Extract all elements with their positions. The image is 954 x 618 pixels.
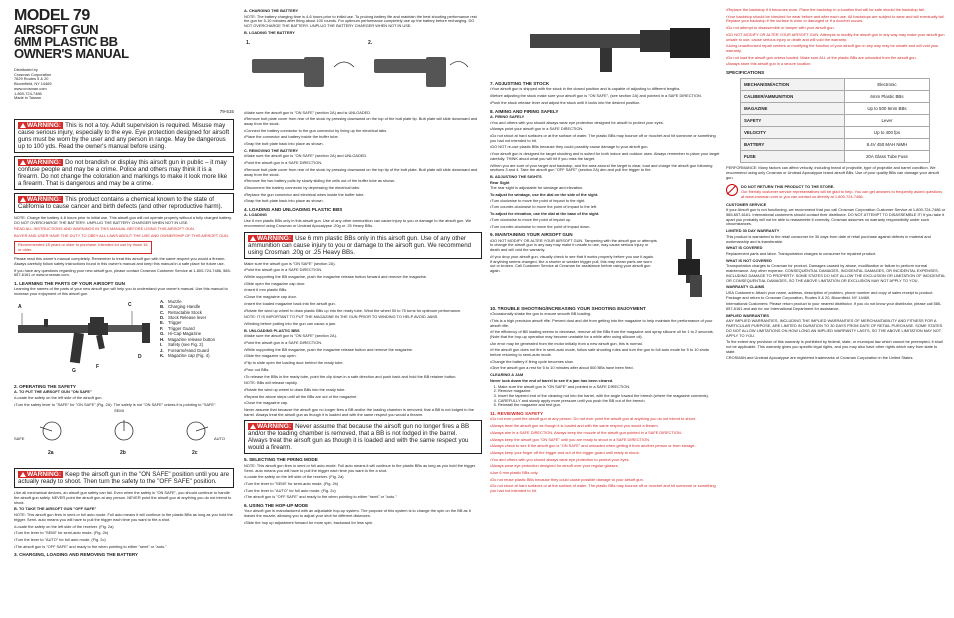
- list-item: •Winding before putting into the gun can cause a jam.: [244, 320, 337, 326]
- intro-paragraph: Please read this owner's manual completely. Remember to treat this airsoft gun with the same respect you would a firearm. Always carefully follow safety instructions found in this owner's manual and keep this manual in a safe place for future use.: [14, 256, 226, 266]
- warning-triangle-icon: [20, 123, 26, 128]
- warning-box-3: WARNING: This product contains a chemical known to the state of California to cause cancer and birth defects (and other reproductive harm).: [14, 193, 234, 213]
- part-item: C. Retractable Stock: [160, 309, 202, 315]
- warning-triangle-icon: [20, 472, 26, 477]
- document-number: 79-515: [219, 109, 234, 114]
- table-row: CALIBER/AMMUNITION 6mm Plastic BBs: [741, 91, 930, 103]
- parts-diagram: A C D G F A. Muzzle B. Charging Handle C. Retractable Stock D. Stock Release lever E. Trigger F. Trigger Guard G. Hi-Cap Magazine H. Magazine release button I. Safety (see Fig. 2) J. Forearm/Hand Guard K. Magazine cap (Fig. 4): [14, 299, 234, 381]
- warning-triangle-icon: [20, 160, 26, 165]
- list-item: •Do not shoot at hard surfaces or at the surface of water. The plastic BBs may bounce off or ricochet and hit someone or something you had not intended to hit.: [490, 483, 716, 494]
- list-item: •Remove butt plate cover from rear of the stock by pressing downward on the top tip of the butt plate. Butt plate will slide downward and away from the stock.: [244, 166, 478, 177]
- list-item: •DO NOT MODIFY OR ALTER YOUR AIRSOFT GUN. Attempts to modify the airsoft gun in any way may make your airsoft gun unsafe to use, cause serious injury or death and will void the warranty.: [726, 31, 945, 42]
- list-item: •You and others with you should always wear eye protection designed for airsoft to protect your eyes.: [490, 119, 664, 125]
- specifications-table: [740, 78, 930, 163]
- list-item: 3. Insert the tapered end of the cleaning rod into the barrel, with the angle toward the breech (where the magazine connects).: [498, 394, 720, 399]
- rifle-vertical-photo-icon: [660, 239, 720, 303]
- list-item: •Your airsoft gun is designed for target shooting and is suited for both indoor and outdoor uses. Always remember to place your target carefully. THINK about what you will hit if you miss the target.: [490, 151, 720, 161]
- list-item: •While supporting the BB magazine, push the magazine release button forward and remove the magazine.: [244, 273, 428, 279]
- list-item: 2. Remove magazine.: [498, 389, 720, 394]
- firing-safely-steps: [490, 121, 720, 173]
- list-item: •Always aim in a SAFE DIRECTION. Always keep the muzzle of the airsoft gun pointed in a SAFE DIRECTION.: [490, 429, 682, 435]
- part-item: G. Hi-Cap Magazine: [160, 331, 202, 337]
- list-item: •Close the magazine cap.: [244, 400, 289, 406]
- safety-continued: [726, 8, 946, 67]
- clearing-jam-steps: [490, 385, 720, 409]
- list-item: •Turn counter-clockwise to move the point of impact down.: [490, 223, 591, 229]
- warning-box-6: WARNING: Never assume that because the airsoft gun no longer fires a BB and/or the loading chamber is removed, that a BB is not lodged in the barrel. Always treat the airsoft gun as though it is loaded and with the same respect you would a firearm.: [244, 420, 482, 454]
- list-item: •While supporting the BB magazine, push the magazine release button and remove the magazine.: [244, 346, 413, 352]
- list-item: •Before adjusting the stock make sure your airsoft gun is "ON SAFE", (see section 2A) and pointed in a SAFE DIRECTION.: [490, 93, 702, 99]
- obey-laws-note: BUYER AND USER HAVE THE DUTY TO OBEY ALL LAWS ABOUT THE USE AND OWNERSHIP OF THIS AIRSOFT GUN.: [14, 233, 229, 239]
- list-item: •Always store this airsoft gun in a secure location.: [726, 61, 812, 67]
- list-item: •Always keep the airsoft gun "ON SAFE" until you are ready to shoot in a SAFE DIRECTION.: [490, 436, 651, 442]
- list-item: •Remove butt plate cover from rear of the stock by pressing downward on the top of the butt plate tip. Butt plate will slide downward and away from the stock.: [244, 116, 478, 126]
- column-4: •Replace the backstop if it becomes worn. Place the backstop in a location that will be safe should the backstop fail. •Your backstop should be checked for wear before and after each use. All backstops are subject to wear and will eventually fail. Replace your backstop if the surface is worn or damaged or if a ricochet occurs. •Do not attempt to disassemble or tamper with your airsoft gun. •DO NOT MODIFY OR ALTER YOUR AIRSOFT GUN. Attempts to modify the airsoft gun in any way may make your airsoft gun unsafe to use, cause serious injury or death and will void the warranty. •Using unauthorized repair centers or modifying the function of your airsoft gun in any way may be unsafe and will void your warranty. •Do not load the airsoft gun unless loaded. Make sure ALL of the plastic BBs are unloaded from the airsoft gun. •Always store this airsoft gun in a secure location. SPECIFICATIONS MECHANISM/ACTION Electronic CALIBER/AMMUNITION 6mm Plastic BBs MAGAZINE Up to 500 6mm BBs SAFETY Lever VELOCITY Up to 400 fps BATTERY 8.4V 450 MAH NiMH FUSE 20A Glass Tube Fuse PERFORMANCE: Many factors can affect velocity, including brand of projectile, type of projectile and barrel condition. We recommend using only Crosman or Undead Apocalypse brand airsoft BBs. Use of poor quality BBs can damage your airsoft gun. DO NOT RETURN THIS PRODUCT TO THE STORE. Our friendly customer service representatives will be glad to help. You can get answers to frequently asked questions at www.crosman.com or you can contact us directly at 1-800-724-7486. CUSTOMER SERVICE If your Airsoft gun is not functioning, we recommend that you call Crosman Corporation Customer Service at 1-800-724-7486 or 585-657-6161. International customers should contact their distributor. DO NOT ATTEMPT TO DISASSEMBLE IT! If you take it apart you probably will not be able to reassemble it correctly. Crosman assumes no warranty responsibility under such circumstances. LIMITED 30 DAY WARRANTY This product is warranted to the retail consumer for 30 days from date of retail purchase against defects in material and workmanship and is transferable. WHAT IS COVERED Replacement parts and labor. Transportation charges to consumer for repaired product. WHAT IS NOT COVERED Transportation charges to Crosman for product. Damages caused by abuse, modification or failure to perform normal maintenance. Any other expense. CONSEQUENTIAL DAMAGES, INCIDENTAL DAMAGES, OR INCIDENTAL EXPENSES, INCLUDING DAMAGE TO PROPERTY. SOME STATES DO NOT ALLOW THE EXCLUSION OR LIMITATION OF INCIDENTAL OR CONSEQUENTIAL DAMAGES, SO THE ABOVE LIMITATION OR EXCLUSION MAY NOT APPLY TO YOU. WARRANTY CLAIMS USA Customers: Attach your name, address, description of problem, phone number and copy of sales receipt to product. Package and return to Crosman Corporation, Routes 5 & 20, Bloomfield, NY 14469. International Customers: Please return product to your nearest distributor. If you do not know your distributor, please call 585-657-6161 and ask for our International Department for assistance. IMPLIED WARRANTIES ANY IMPLIED WARRANTIES, INCLUDING THE IMPLIED WARRANTIES OF MERCHANTABILITY AND FITNESS FOR A PARTICULAR PURPOSE, ARE LIMITED IN DURATION TO 30 DAYS FROM DATE OF RETAIL PURCHASE. SOME STATES DO NOT ALLOW LIMITATIONS ON HOW LONG AN IMPLIED WARRANTY LASTS, SO THE ABOVE LIMITATION MAY NOT APPLY TO YOU. To the extent any provision of this warranty is prohibited by federal, state, or municipal law which cannot be preempted, it shall not be applicable. This warranty gives you specific legal rights, and you may also have other rights which vary from state to state. CROSMAN and Undead Apocalypse are registered trademarks of Crosman Corporation in the United States.: [726, 7, 946, 361]
- column-1: MODEL 79 AIRSOFT GUN 6MM PLASTIC BB OWNER'S MANUAL Distributed by Crosman Corporation 7629 Routes 5 & 20 Bloomfield, NY 14469 www.crosman.com 1-800-724-7486 Made in Taiwan 79-515 WARNING: This is not a toy. Adult supervision is required. Misuse may cause serious injury, especially to the eye. Eye protection designed for airsoft guns must be worn by the user and any person in range. May be dangerous up to 100 yds. Read the owner's manual before using. WARNING: Do not brandish or display this airsoft gun in public – it may confuse people and may be a crime. Police and others may think it is a firearm. Do not change the coloration and markings to make it look more like a firearm. That is dangerous and may be a crime. WARNING: This product contains a chemical known to the state of California to cause cancer and birth defects (and other reproductive harm). NOTE: Charge the battery 4-6 hours prior to initial use. This airsoft gun will not operate properly without a fully charged battery. DO NOT OVERCHARGE THE BATTERY. UNPLUG THE BATTERY CHARGER WHEN NOT IN USE. READ ALL INSTRUCTIONS AND WARNINGS IN THIS MANUAL BEFORE USING THIS AIRSOFT GUN. BUYER AND USER HAVE THE DUTY TO OBEY ALL LAWS ABOUT THE USE AND OWNERSHIP OF THIS AIRSOFT GUN. Recommended 18 years or older to purchase. Intended for use by those 16 or older. Please read this owner's manual completely. Remember to treat this airsoft gun with the same respect you would a firearm. Always carefully follow safety instructions found in this owner's manual and keep this manual in a safe place for future use. If you have any questions regarding your new airsoft gun, please contact Crosman Customer Service at 1-800-724-7486, 585-657-6161 or www.crosman.com. 1. LEARNING THE PARTS OF YOUR AIRSOFT GUN Learning the names of the parts of your new airsoft gun will help you to understand your owner's manual. Use this manual to increase your enjoyment of this airsoft gun. A C D G F A. Muzzle B. Charging Handle C. Retractable Stock D. Stock Release lever E. Trigger F. Trigger Guard G. Hi-Cap Magazine H. Magazine release button I. Safety (see Fig. 2) J. Forearm/Hand Guard K. Magazine cap (Fig. 4) 2. OPERATING THE SAFETY A. TO PUT THE AIRSOFT GUN "ON SAFE" •Locate the safety on the left side of the airsoft gun. •Turn the safety lever to "SAFE" for "ON SAFE" (Fig. 2A). The safety is not "ON SAFE" unless it is pointing to "SAFE". SAFE SEMI AUTO 2a 2b 2c WARNING: Keep the airsoft gun in the "ON SAFE" position until you are actually ready to shoot. Then turn the safety to the "OFF SAFE" position. Like all mechanical devices, an airsoft gun safety can fail. Even when the safety is "ON SAFE", you should continue to handle the airsoft gun safely. NEVER point the airsoft gun at any person. NEVER point the airsoft gun at anything you do not intend to shoot. B. TO TAKE THE AIRSOFT GUN "OFF SAFE" NOTE: This airsoft gun fires in semi or full auto mode. Full auto means it will continue to fire plastic BBs as long as you hold the trigger. Semi- auto means you will have to pull the trigger each time you want to fire a shot. •Locate the safety on the left side of the receiver. (Fig. 2a) •Turn the lever to "SEMI" for semi-auto mode. (Fig. 2b) •Turn the lever to "AUTO" for full auto mode. (Fig. 2c) •The airsoft gun is "OFF SAFE" and ready to fire when pointing to either "semi" or "auto." 3. CHARGING, LOADING AND REMOVING THE BATTERY: [14, 7, 234, 558]
- model-title: MODEL 79: [14, 7, 90, 24]
- stock-figure: [490, 8, 720, 78]
- column-2: A. CHARGING THE BATTERY NOTE: The battery charging time is 4-6 hours prior to initial use. To prolong battery life and maintain the best shooting performance rest the gun for 5-10 minutes after firing about 100 rounds. For optimum performance completely use up the battery before recharging. DO NOT OVERCHARGE THE BATTERY. UNPLUG THE BATTERY CHARGER WHEN NOT IN USE. B. LOADING THE BATTERY 1. 2. •Make sure the airsoft gun is "ON SAFE" (section 2A) and is UNLOADED. •Remove butt plate cover from rear of the stock by pressing downward on the top of the butt plate tip. Butt plate will slide downward and away from the stock. •Connect the battery connector to the gun connector by lining up the electrical tabs. •Place the connector and battery inside the buffer tube. •Snap the butt plate back into place as shown. C. REMOVING THE BATTERY •Make sure the airsoft gun is "ON SAFE" (section 2A) and UNLOADED. •Point the airsoft gun in a SAFE DIRECTION. •Remove butt plate cover from rear of the stock by pressing downward on the top tip of the butt plate. Butt plate will slide downward and away from the stock. •Remove the two battery pulls by slowly sliding the cells out of the buffer tube as shown. •Disconnect the battery connector by depressing the electrical tabs. •Replace the gun connector and electrical wires inside the buffer tube. •Snap the butt plate back into place as shown. 4. LOADING AND UNLOADING PLASTIC BBS A. LOADING Use 6 mm plastic BBs only in this airsoft gun. Use of any other ammunition can cause injury to you or damage to the airsoft gun. We recommend using Crosman or Undead Apocalypse .20g or .25 Heavy BBs. WARNING: Use 6 mm plastic BBs only in this airsoft gun. Use of any other ammunition can cause injury to you or damage to the airsoft gun. We recommend using Crosman .20g or .25 Heavy BBs. Make sure the airsoft gun is "ON SAFE" (section 2A). •Point the airsoft gun in a SAFE DIRECTION. •While supporting the BB magazine, push the magazine release button forward and remove the magazine. •Slide open the magazine cap door. •Insert 6 mm plastic BBs. •Close the magazine cap door. •Insert the loaded magazine back into the airsoft gun. •Rotate the wind up wheel to draw plastic BBs up into the ready tube. Wind the wheel 50 to 75 turns for optimum performance. NOTE: IT IS IMPORTANT TO PUT THE MAGAZINE IN THE GUN PRIOR TO WINDING TO HELP AVOID JAMS. •Winding before putting into the gun can cause a jam. B. UNLOADING PLASTIC BBS •Make sure the airsoft gun is "ON SAFE" (section 2A). •Point the airsoft gun in a SAFE DIRECTION. •While supporting the BB magazine, push the magazine release button and remove the magazine. •Slide the magazine cap open. •Flip to slide open the loading door behind the ready tube. •Pour out BBs. •To release the BBs in the ready tube, point the clip down in a safe direction and push back and hold the BB retainer button. NOTE: BBs will release rapidly. •Rotate the wind up wheel to draw BBs into the ready tube. •Repeat the above steps until all the BBs are out of the magazine. •Close the magazine cap. Never assume that because the airsoft gun no longer fires a BB and/or the loading chamber is removed, that a BB is not lodged in the barrel. Always treat the airsoft gun as though it is loaded and with the same respect you would a firearm. WARNING: Never assume that because the airsoft gun no longer fires a BB and/or the loading chamber is removed, that a BB is not lodged in the barrel. Always treat the airsoft gun as though it is loaded and with the same respect you would a firearm. 5. SELECTING THE FIRING MODE NOTE: This airsoft gun fires in semi or full auto-mode. Full auto means it will continue to fire plastic BBs as long as you hold the trigger. Semi- auto means you will have to pull the trigger each time you want to fire a shot. •Locate the safety on the left side of the receiver. (Fig. 2a) •Turn the lever to "SEMI" for semi-auto mode. (Fig. 2b) •Turn the lever to "AUTO" for full auto mode. (Fig. 2c) •The airsoft gun is "OFF SAFE" and ready to fire when pointing to either "semi" or "auto." 6. USING THE HOP-UP MODE Your airsoft gun is manufactured with an adjustable hop-up system. The purpose of this system is to change the spin on the BB as it leaves the muzzle, allowing you to adjust your shot for different distances. •Slide the hop up adjustment forward for more spin, backward for less spin.: [244, 8, 482, 528]
- safety-figures: SAFE SEMI AUTO 2a 2b 2c: [14, 409, 234, 465]
- list-item: •You and others with you should always wear eye protection to protect your eyes.: [490, 456, 630, 462]
- section-1-heading: 1. LEARNING THE PARTS OF YOUR AIRSOFT GUN: [14, 281, 125, 287]
- part-item: A. Muzzle: [160, 298, 182, 304]
- list-item: •This is a high precision airsoft rifle. Prevent dust and dirt from getting into the magazine to help maintain the performance of your airsoft rifle.: [490, 317, 713, 328]
- list-item: •Slide the magazine cap open.: [244, 353, 297, 359]
- list-item: •If you drop your airsoft gun, visually check to see that it works properly before you use it again. If anything seems changed, like a shorter or weaker trigger pull, this may mean parts are worn out or broken. Call Customer Service at Crosman for assistance before using your airsoft gun again.: [490, 253, 654, 273]
- list-item: •Point the airsoft gun in a SAFE DIRECTION.: [244, 340, 323, 346]
- no-return-notice: DO NOT RETURN THIS PRODUCT TO THE STORE. Our friendly customer service representatives will be glad to help. You can get answers to frequently asked questions at www.crosman.com or you can contact us directly at 1-800-724-7486.: [726, 184, 946, 200]
- warning-triangle-icon: [20, 197, 26, 202]
- list-item: •Flip to slide open the loading door behind the ready tube.: [244, 360, 344, 366]
- list-item: •Locate the safety on the left side of the receiver. (Fig. 2a): [244, 474, 344, 480]
- list-item: •Pour out BBs.: [244, 366, 270, 372]
- product-title: AIRSOFT GUN: [14, 22, 99, 37]
- table-row: SAFETY Lever: [741, 115, 930, 127]
- read-instructions-note: READ ALL INSTRUCTIONS AND WARNINGS IN THIS MANUAL BEFORE USING THIS AIRSOFT GUN.: [14, 226, 195, 232]
- list-item: •Replace the backstop if it becomes worn. Place the backstop in a location that will be safe should the backstop fail.: [726, 7, 925, 12]
- list-item: •Always point your airsoft gun in a SAFE DIRECTION.: [490, 126, 584, 132]
- column-3: 7. ADJUSTING THE STOCK •Your airsoft gun is shipped with the stock in the closed position and is capable of adjusting to different lengths. •Before adjusting the stock make sure your airsoft gun is "ON SAFE", (see section 2A) and pointed in a SAFE DIRECTION. •Push the stock release lever and adjust the stock until it locks into the desired position. 8. AIMING AND FIRING SAFELY A. FIRING SAFELY •You and others with you should always wear eye protection designed for airsoft to protect your eyes. •Always point your airsoft gun in a SAFE DIRECTION. •Do not shoot at hard surfaces or at the surface of water. The plastic BBs may bounce off or ricochet and hit someone or something you had not intended to hit. •DO NOT re-use plastic BBs because they could possibly cause damage to your airsoft gun. •Your airsoft gun is designed for target shooting and is suited for both indoor and outdoor uses. Always remember to place your target carefully. THINK about what you will hit if you miss the target. •When you are sure of your target and backstop, and the area around the target is clear, load and charge the airsoft gun following sections 3 and 4. Take the airsoft gun "OFF SAFE" (section 2A) aim and pull the trigger to fire. B. ADJUSTING THE SIGHTS Rear Sight The rear sight is adjustable for windage and elevation. To adjust for windage, use the dial on the side of the sight. •Turn clockwise to move the point of impact to the right. •Turn counter-clockwise to move the point of impact to the left. To adjust for elevation, use the dial at the base of the sight. •Turn clockwise to move the point of impact up. •Turn counter-clockwise to move the point of impact down. 9. MAINTAINING YOUR AIRSOFT GUN •DO NOT MODIFY OR ALTER YOUR AIRSOFT GUN. Tampering with the airsoft gun or attempts to change the airsoft gun in any way may make it unsafe to use, may cause serious injury or death and will void the warranty. •If you drop your airsoft gun, visually check to see that it works properly before you use it again. If anything seems changed, like a shorter or weaker trigger pull, this may mean parts are worn out or broken. Call Customer Service at Crosman for assistance before using your airsoft gun again. 10. TROUBLE SHOOTING/INCREASING YOUR SHOOTING ENJOYMENT •Occasionally shake the gun to ensure smooth BB loading. •This is a high precision airsoft rifle. Prevent dust and dirt from getting into the magazine to help maintain the performance of your airsoft rifle. •If the efficiency of BB loading seems to decrease, remove all the BBs from the magazine and spray silicone oil for 1 to 2 seconds. (Note that the hop-up operation may become unstable for a while after using silicone oil). •An error may be generated from the motor initially from a new airsoft gun, this is normal. •If the airsoft gun does not fire in semi-auto mode, follow safe shooting rules and turn the gun to full auto mode for 5 to 10 shots before returning to semi-auto mode. •Change the battery if firing cycle becomes slow. •Give the airsoft gun a rest for 5 to 10 minutes after about 500 BBs have been fired. CLEARING A JAM Never look down the end of barrel to see if a jam has been cleared. 1. Make sure the airsoft gun is "ON SAFE" and pointed in a SAFE DIRECTION. 2. Remove magazine. 3. Insert the tapered end of the cleaning rod into the barrel, with the angle toward the breech (where the magazine connects). 4. CAREFULLY and slowly apply more pressure until you push the BB out of the breech. 5. Reinstall the magazine and test gun. 11. REVIEWING SAFETY •Do not ever point the airsoft gun at any person. Do not ever point the airsoft gun at anything you do not intend to shoot. •Always treat the airsoft gun as though it is loaded and with the same respect you would a firearm. •Always aim in a SAFE DIRECTION. Always keep the muzzle of the airsoft gun pointed in a SAFE DIRECTION. •Always keep the airsoft gun "ON SAFE" until you are ready to shoot in a SAFE DIRECTION. •Always check to see if the airsoft gun is "ON SAFE" and unloaded when getting it from another person or from storage. •Always keep your finger off the trigger and out of the trigger guard until ready to shoot. •You and others with you should always wear eye protection to protect your eyes. •Always wear eye protection designed for airsoft over your regular glasses. •Use 6 mm plastic BBs only. •Do not reuse plastic BBs because they could cause possible damage to your airsoft gun. •Do not shoot at hard surfaces or at the surface of water. The plastic BBs may bounce off or ricochet and hit someone or something you had not intended to hit.: [490, 8, 720, 496]
- list-item: •Always check to see if the airsoft gun is "ON SAFE" and unloaded when getting it from another person or from storage.: [490, 443, 696, 449]
- list-item: •Repeat the above steps until all the BBs are out of the magazine.: [244, 393, 358, 399]
- parts-list: [160, 299, 215, 358]
- list-item: •Place the connector and battery inside the buffer tube.: [244, 134, 339, 140]
- list-item: •Turn the lever to "SEMI" for semi-auto mode. (Fig. 2b): [244, 480, 339, 486]
- battery-stock-diagram-icon: [244, 37, 482, 111]
- maintenance-steps: [490, 239, 657, 303]
- list-item: •Close the magazine cap door.: [244, 294, 297, 300]
- section-1-text: Learning the names of the parts of your new airsoft gun will help you to understand your owner's manual. Use this manual to increase your enjoyment of this airsoft gun.: [14, 286, 228, 297]
- part-item: J. Forearm/Hand Guard: [160, 347, 209, 353]
- list-item: •Do not ever point the airsoft gun at any person. Do not ever point the airsoft gun at anything you do not intend to shoot.: [490, 416, 696, 422]
- section-3-heading: 3. CHARGING, LOADING AND REMOVING THE BATTERY: [14, 552, 139, 558]
- list-item: •Rotate the wind up wheel to draw BBs into the ready tube.: [244, 386, 346, 392]
- list-item: •Point the airsoft gun in a SAFE DIRECTION.: [244, 160, 323, 166]
- table-row: VELOCITY Up to 400 fps: [741, 127, 930, 139]
- list-item: •Rotate the wind up wheel to draw plastic BBs up into the ready tube. Wind the wheel 50 to 75 turns for optimum performance.: [244, 307, 462, 313]
- list-item: •DO NOT MODIFY OR ALTER YOUR AIRSOFT GUN. Tampering with the airsoft gun or attempts to change the airsoft gun in any way may make it unsafe to use, may cause serious injury or death and will void the warranty.: [490, 237, 657, 253]
- list-item: •Insert the loaded magazine back into the airsoft gun.: [244, 300, 336, 306]
- list-item: •Change the battery if firing cycle becomes slow.: [490, 358, 574, 364]
- unloading-bb-steps: [244, 334, 482, 406]
- section-2a-heading: A. TO PUT THE AIRSOFT GUN "ON SAFE": [14, 389, 92, 395]
- list-item: •If the airsoft gun does not fire in semi-auto mode, follow safe shooting rules and turn the gun to full auto mode for 5 to 10 shots before returning to semi-auto mode.: [490, 347, 709, 358]
- safety-lever-diagram-icon: [14, 409, 234, 449]
- battery-note: NOTE: Charge the battery 4-6 hours prior to initial use. This airsoft gun will not operate properly without a fully charged battery. DO NOT OVERCHARGE THE BATTERY. UNPLUG THE BATTERY CHARGER WHEN NOT IN USE.: [14, 215, 232, 225]
- stock-steps: [490, 87, 720, 105]
- battery-figure: 1. 2.: [244, 37, 482, 111]
- removing-battery-steps: [244, 154, 482, 204]
- part-item: B. Charging Handle: [160, 304, 201, 310]
- list-item: •An error may be generated from the motor initially from a new airsoft gun, this is normal.: [490, 340, 643, 346]
- list-item: •Insert 6 mm plastic BBs.: [244, 287, 288, 293]
- list-item: 5. Reinstall the magazine and test gun.: [498, 403, 720, 408]
- list-item: •Using unauthorized repair centers or modifying the function of your airsoft gun in any way may be unsafe and will void your warranty.: [726, 43, 939, 53]
- part-item: E. Trigger: [160, 320, 182, 326]
- list-item: •Occasionally shake the gun to ensure smooth BB loading.: [490, 311, 592, 317]
- warning-triangle-icon: [250, 236, 256, 241]
- table-row: FUSE 20A Glass Tube Fuse: [741, 151, 930, 163]
- list-item: •Turn clockwise to move the point of impact to the right.: [490, 197, 586, 203]
- list-item: •Always wear eye protection designed for airsoft over your regular glasses.: [490, 463, 619, 469]
- firing-mode-steps: [244, 475, 482, 500]
- reviewing-safety-steps: [490, 417, 720, 493]
- warning-triangle-icon: [250, 424, 256, 429]
- no-return-icon: [726, 184, 738, 196]
- list-item: •Push the stock release lever and adjust the stock until it locks into the desired position.: [490, 99, 641, 105]
- list-item: •The airsoft gun is "OFF SAFE" and ready to fire when pointing to either "semi" or "auto.": [244, 494, 397, 500]
- table-row: MAGAZINE Up to 500 6mm BBs: [741, 103, 930, 115]
- list-item: •Point the airsoft gun in a SAFE DIRECTION.: [244, 267, 323, 273]
- list-item: •Do not load the airsoft gun unless loaded. Make sure ALL of the plastic BBs are unloaded from the airsoft gun.: [726, 54, 917, 60]
- manual-title: OWNER'S MANUAL: [14, 46, 129, 61]
- list-item: NOTE: IT IS IMPORTANT TO PUT THE MAGAZINE IN THE GUN PRIOR TO WINDING TO HELP AVOID JAMS.: [244, 314, 439, 320]
- distributor-block: Distributed by Crosman Corporation 7629 Routes 5 & 20 Bloomfield, NY 14469 www.crosman.com 1-800-724-7486 Made in Taiwan: [14, 67, 52, 101]
- list-item: •Make sure the airsoft gun is "ON SAFE" (section 2A) and is UNLOADED.: [244, 109, 372, 115]
- list-item: •Replace the gun connector and electrical wires inside the buffer tube.: [244, 191, 365, 197]
- list-item: NOTE: BBs will release rapidly.: [244, 380, 298, 386]
- list-item: •Disconnect the battery connector by depressing the electrical tabs.: [244, 184, 360, 190]
- list-item: •Always keep your finger off the trigger and out of the trigger guard until ready to shoot.: [490, 449, 640, 455]
- list-item: •Always treat the airsoft gun as though it is loaded and with the same respect you would a firearm.: [490, 423, 659, 429]
- list-item: •Your airsoft gun is shipped with the stock in the closed position and is capable of adjusting to different lengths.: [490, 86, 681, 92]
- list-item: Make sure the airsoft gun is "ON SAFE" (section 2A).: [244, 260, 336, 266]
- list-item: •Your backstop should be checked for wear before and after each use. All backstops are subject to wear and will eventually fail. Replace your backstop if the surface is worn or damaged or if a ricochet occurs.: [726, 13, 945, 24]
- list-item: •Use 6 mm plastic BBs only.: [490, 470, 539, 476]
- list-item: •Slide open the magazine cap door.: [244, 280, 306, 286]
- warning-badge: WARNING:: [18, 159, 63, 166]
- list-item: •When you are sure of your target and backstop, and the area around the target is clear, load and charge the airsoft gun following sections 3 and 4. Take the airsoft gun "OFF SAFE" (section 2A) aim and pull the trigger to fire.: [490, 162, 713, 173]
- part-item: I. Safety (see Fig. 2): [160, 342, 204, 348]
- loading-battery-steps: [244, 111, 482, 147]
- warning-box-4: WARNING: Keep the airsoft gun in the "ON SAFE" position until you are actually ready to shoot. Then turn the safety to the "OFF SAFE" position.: [14, 468, 234, 488]
- list-item: •Turn the lever to "AUTO" for full auto mode. (Fig. 2c): [244, 487, 336, 493]
- list-item: •Give the airsoft gun a rest for 5 to 10 minutes after about 500 BBs have been fired.: [490, 365, 634, 371]
- loading-bb-steps: [244, 262, 482, 327]
- warning-badge: WARNING:: [248, 423, 293, 430]
- header-block: [14, 8, 234, 116]
- age-recommendation: Recommended 18 years or older to purchase. Intended for use by those 16 or older.: [14, 241, 152, 254]
- list-item: •Turn counter-clockwise to move the point of impact to the left.: [490, 204, 598, 210]
- warning-badge: WARNING:: [18, 471, 63, 478]
- table-row: MECHANISM/ACTION Electronic: [741, 79, 930, 91]
- warning-box-1: WARNING: This is not a toy. Adult supervision is required. Misuse may cause serious injury, especially to the eye. Eye protection designed for airsoft guns must be worn by the user and any person in range. May be dangerous up to 100 yds. Read the owner's manual before using.: [14, 119, 234, 153]
- list-item: •If the efficiency of BB loading seems to decrease, remove all the BBs from the magazine and spray silicone oil for 1 to 2 seconds. (Note that the hop-up operation may become unstable for a while after using silicone oil).: [490, 329, 714, 339]
- section-2b-heading: B. TO TAKE THE AIRSOFT GUN "OFF SAFE": [14, 506, 97, 512]
- part-item: K. Magazine cap (Fig. 4): [160, 352, 210, 358]
- list-item: •Make sure the airsoft gun is "ON SAFE" (section 2A) and UNLOADED.: [244, 153, 368, 159]
- list-item: •To release the BBs in the ready tube, point the clip down in a safe direction and push back and hold the BB retainer button.: [244, 373, 457, 379]
- list-item: 1. Make sure the airsoft gun is "ON SAFE" and pointed in a SAFE DIRECTION.: [498, 385, 720, 390]
- part-item: F. Trigger Guard: [160, 325, 195, 331]
- warning-box-5: WARNING: Use 6 mm plastic BBs only in this airsoft gun. Use of any other ammunition can cause injury to you or damage to the airsoft gun. We recommend using Crosman .20g or .25 Heavy BBs.: [244, 232, 482, 259]
- warning-badge: WARNING:: [18, 122, 63, 129]
- warning-box-2: WARNING: Do not brandish or display this airsoft gun in public – it may confuse people and may be a crime. Police and others may think it is a firearm. Do not change the coloration and markings to make it look more like a firearm. That is dangerous and may be a crime.: [14, 156, 234, 190]
- list-item: •Remove the two battery pulls by slowly sliding the cells out of the buffer tube as shown.: [244, 178, 396, 184]
- troubleshooting-steps: [490, 312, 720, 371]
- table-row: BATTERY 8.4V 450 MAH NiMH: [741, 139, 930, 151]
- rifle-diagram-icon: [14, 299, 154, 381]
- part-item: D. Stock Release lever: [160, 315, 207, 321]
- part-item: H. Magazine release button: [160, 336, 216, 342]
- list-item: •Do not attempt to disassemble or tamper with your airsoft gun.: [726, 25, 835, 31]
- contact-paragraph: If you have any questions regarding your new airsoft gun, please contact Crosman Customer Service at 1-800-724-7486, 585-657-6161 or www.crosman.com.: [14, 267, 231, 278]
- list-item: •Make sure the airsoft gun is "ON SAFE" (section 2A).: [244, 333, 337, 339]
- list-item: •Snap the butt plate back into place as shown.: [244, 198, 324, 204]
- list-item: •Do not reuse plastic BBs because they could cause possible damage to your airsoft gun.: [490, 476, 644, 482]
- list-item: •Turn clockwise to move the point of impact up.: [490, 216, 572, 222]
- list-item: 4. CAREFULLY and slowly apply more pressure until you push the BB out of the breech.: [498, 399, 720, 404]
- rifle-stock-photo-icon: [490, 8, 720, 78]
- warning-badge: WARNING:: [18, 196, 63, 203]
- list-item: •Connect the battery connector to the gun connector by lining up the electrical tabs.: [244, 127, 388, 133]
- ammo-title: 6MM PLASTIC BB: [14, 34, 118, 49]
- list-item: •Do not shoot at hard surfaces or at the surface of water. The plastic BBs may bounce off or ricochet and hit someone or something you had not intended to hit.: [490, 133, 716, 143]
- list-item: •DO NOT re-use plastic BBs because they could possibly cause damage to your airsoft gun.: [490, 144, 649, 150]
- warning-badge: WARNING:: [248, 235, 293, 242]
- section-2-heading: 2. OPERATING THE SAFETY: [14, 383, 76, 389]
- list-item: •Snap the butt plate back into place as shown.: [244, 141, 324, 147]
